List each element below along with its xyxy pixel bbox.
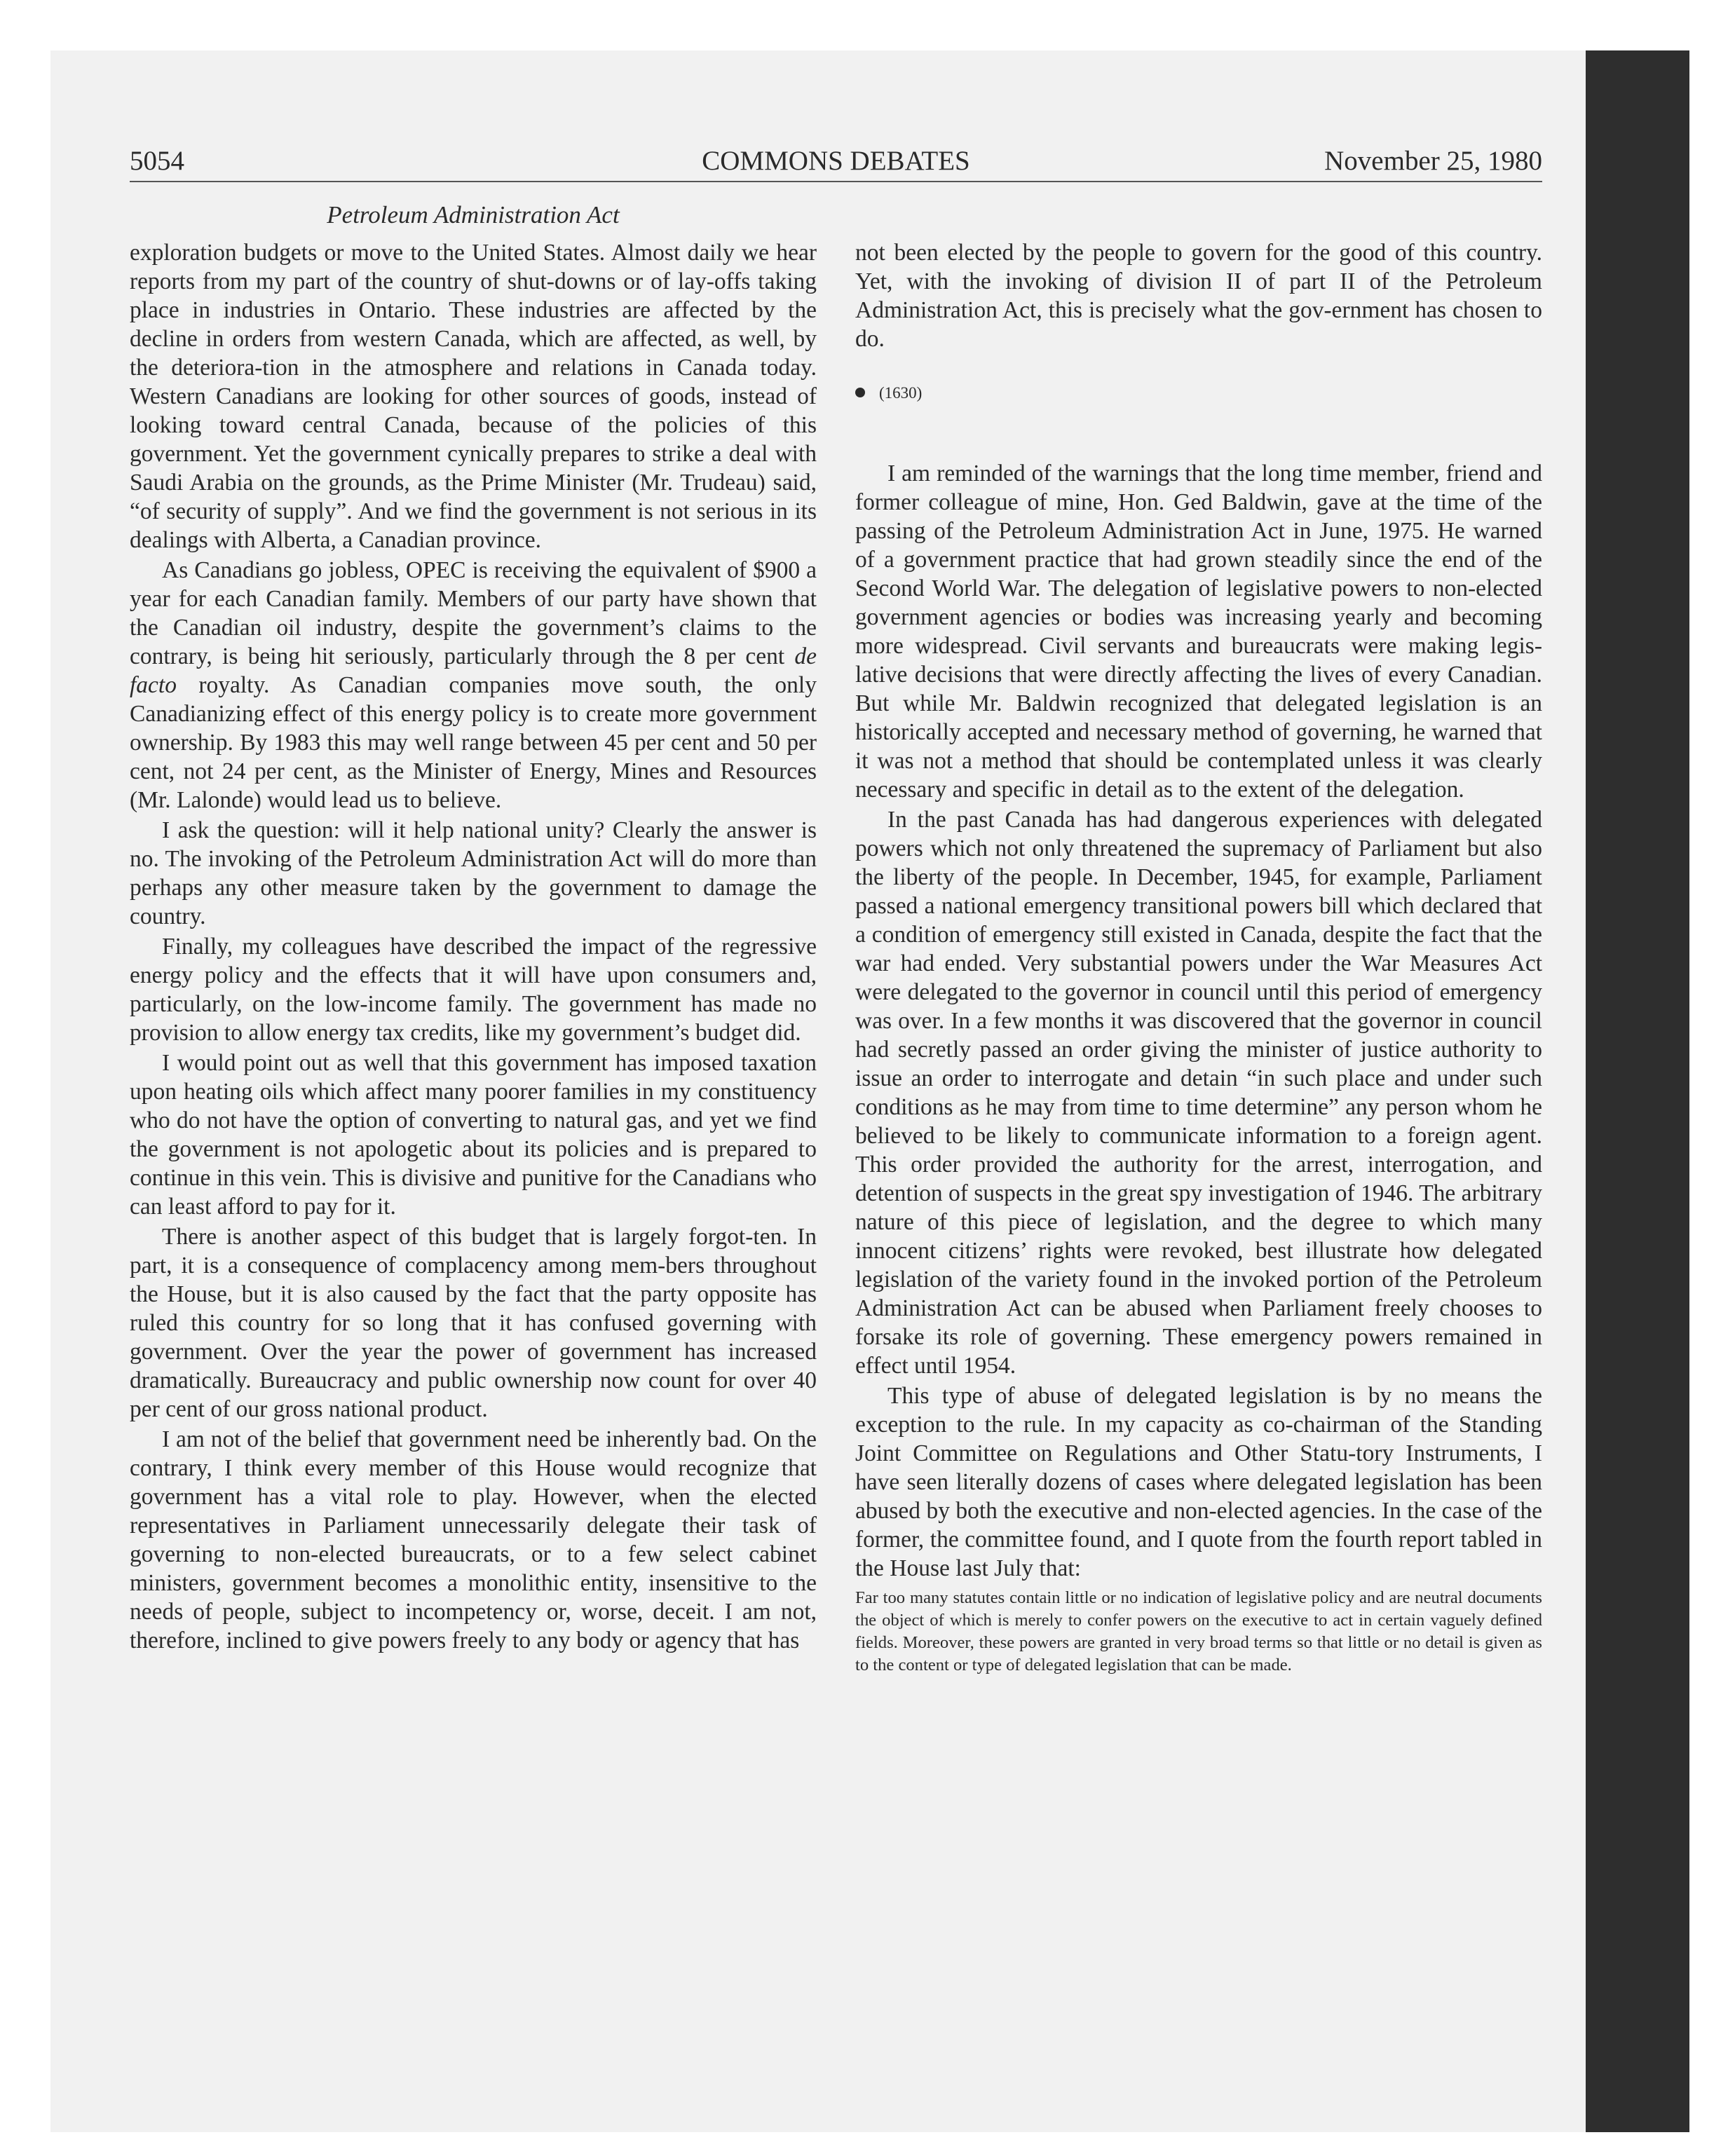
italic-text: de facto xyxy=(130,643,817,698)
time-marker-label: (1630) xyxy=(879,384,923,402)
left-column xyxy=(130,238,817,1656)
paragraph: In the past Canada has had dangerous experiences with delegated powers which not only threatened the supremacy of Parliament but also the liberty of the people. In December, 1945, for example, Parliament passed a national emergency transitional powers bill which declared that a condition of emergency still existed in Canada, despite the fact that the war had ended. Very substantial powers under the War Measures Act were delegated to the governor in council until this period of emergency was over. In a few months it was discovered that the governor in council had secretly passed an order giving the minister of justice authority to issue an order to interrogate and detain “in such place and under such conditions as he may from time to time determine” any person whom he believed to be likely to communicate information to a foreign agent. This order provided the authority for the arrest, interrogation, and detention of suspects in the great spy investigation of 1946. The arbitrary nature of this piece of legislation, and the degree to which many innocent citizens’ rights were revoked, best illustrate how delegated legislation of the variety found in the invoked portion of the Petroleum Administration Act can be abused when Parliament freely chooses to forsake its role of governing. These emergency powers remained in effect until 1954. xyxy=(855,807,1542,1379)
text-run: Finally, my colleagues have described the impact of the regressive energy policy and the effects that it will have upon consumers and, particularly, on the low-income family. The government has made no provision to allow energy tax credits, like my government’s budget did. xyxy=(130,934,817,1046)
text-run: royalty. As Canadian companies move south, the only Canadianizing effect of this energy policy is to create more government ownership. By 1983 this may well range between 45 per cent and 50 per cent, not 24 per cent, as the Minister of Energy, Mines and Resources (Mr. Lalonde) would lead us to believe. xyxy=(130,672,817,813)
bullet-icon xyxy=(855,388,865,397)
scan-binding-edge xyxy=(1586,50,1689,2132)
paragraph xyxy=(130,816,817,931)
paragraph xyxy=(130,1222,817,1424)
paragraph xyxy=(130,1049,817,1221)
text-run: There is another aspect of this budget that is largely forgot-ten. In part, it is a consequence of complacency among mem-bers throughout the House, but it is also caused by the fact that the party opposite has ruled this country for so long that it has confused governing with government. Over the year the power of government has increased dramatically. Bureaucracy and public ownership now count for over 40 per cent of our gross national product. xyxy=(130,1224,817,1422)
paragraph xyxy=(130,932,817,1047)
page-number: 5054 xyxy=(130,146,184,176)
paragraph: I am reminded of the warnings that the long time member, friend and former colleague of mine, Hon. Ged Baldwin, gave at the time of the passing of the Petroleum Administration Act in June, 1975. He warned of a government practice that had grown steadily since the end of the Second World War. The delegation of legislative powers to non-elected government agencies or bodies was increasing yearly and becoming more widespread. Civil servants and bureaucrats were making legis-lative decisions that were directly affecting the lives of every Canadian. But while Mr. Baldwin recognized that delegated legislation is an historically accepted and necessary method of governing, he warned that it was not a method that should be contemplated unless it was clearly necessary and specific in detail as to the extent of the delegation. xyxy=(855,460,1542,803)
paragraph xyxy=(130,1425,817,1655)
paragraph xyxy=(130,238,817,554)
text-run: I ask the question: will it help national unity? Clearly the answer is no. The invoking of the Petroleum Administration Act will do more than perhaps any other measure taken by the government to damage the country. xyxy=(130,817,817,929)
right-column xyxy=(855,238,1542,1677)
paragraph: This type of abuse of delegated legislation is by no means the exception to the rule. In my capacity as co-chairman of the Standing Joint Committee on Regulations and Other Statu-tory Instruments, I have seen literally dozens of cases where delegated legislation has been abused by both the executive and non-elected agencies. In the case of the former, the committee found, and I quote from the fourth report tabled in the House last July that: xyxy=(855,1383,1542,1581)
running-title: Petroleum Administration Act xyxy=(327,201,620,228)
text-run: I am not of the belief that government need be inherently bad. On the contrary, I think every member of this House would recognize that government has a vital role to play. However, when the elected representatives in Parliament unnecessarily delegate their task of governing to non-elected bureaucrats, or to a few select cabinet ministers, government becomes a monolithic entity, insensitive to the needs of people, subject to incompetency or, worse, deceit. I am not, therefore, inclined to give powers freely to any body or agency that has xyxy=(130,1426,817,1653)
header-rule xyxy=(130,181,1542,182)
paragraph xyxy=(130,556,817,814)
text-run: exploration budgets or move to the United States. Almost daily we hear reports from my part of the country of shut-downs or of lay-offs taking place in industries in Ontario. These industries are affected by the decline in orders from western Canada, which are affected, as well, by the deteriora-tion in the atmosphere and relations in Canada today. Western Canadians are looking for other sources of goods, instead of looking toward central Canada, because of the policies of this government. Yet the government cynically prepares to strike a deal with Saudi Arabia on the grounds, as the Prime Minister (Mr. Trudeau) said, “of security of supply”. And we find the government is not serious in its dealings with Alberta, a Canadian province. xyxy=(130,240,817,553)
continued-paragraph: not been elected by the people to govern for the good of this country. Yet, with the invoking of division II of part II of the Petroleum Administration Act, this is precisely what the gov-ernment has chosen to do. xyxy=(855,240,1542,352)
text-run: As Canadians go jobless, OPEC is receiving the equivalent of $900 a year for each Canadian family. Members of our party have shown that the Canadian oil industry, despite the government’s claims to the contrary, is being hit seriously, particularly through the 8 per cent xyxy=(130,557,817,669)
text-run: I would point out as well that this government has imposed taxation upon heating oils which affect many poorer families in my constituency who do not have the option of converting to natural gas, and yet we find the government is not apologetic about its policies and is prepared to continue in this vein. This is divisive and punitive for the Canadians who can least afford to pay for it. xyxy=(130,1050,817,1220)
time-marker xyxy=(855,378,1542,407)
block-quote: Far too many statutes contain little or no indication of legislative policy and are neutral documents the object of which is merely to confer powers on the executive to act in certain vaguely defined fields. Moreover, these powers are granted in very broad terms so that little or no detail is given as to the content or type of delegated legislation that can be made. xyxy=(855,1588,1542,1674)
page-header xyxy=(130,142,1542,181)
issue-date: November 25, 1980 xyxy=(1324,146,1542,176)
journal-title: COMMONS DEBATES xyxy=(702,146,970,176)
